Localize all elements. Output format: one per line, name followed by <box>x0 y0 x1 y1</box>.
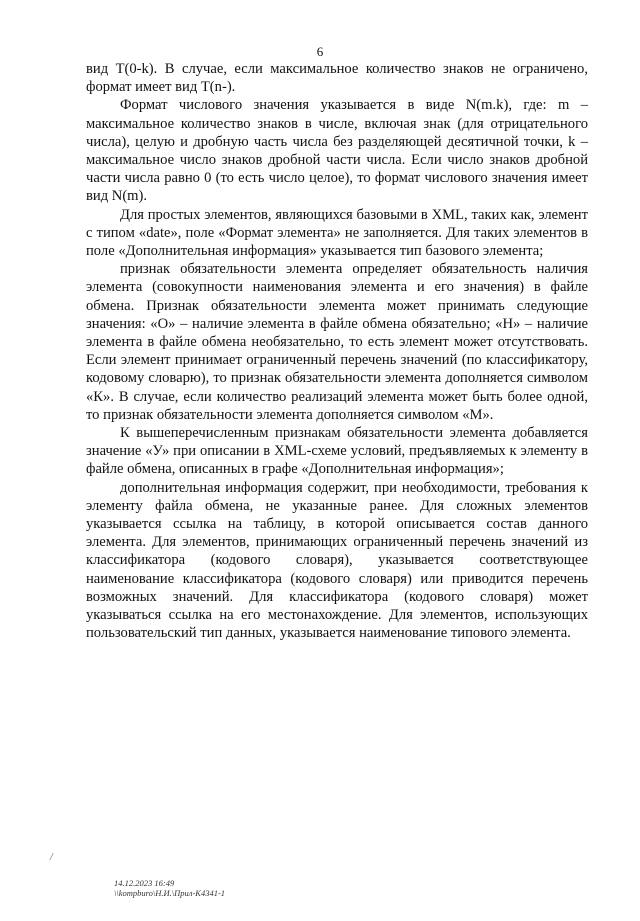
paragraph: признак обязательности элемента определяет обязательность наличия элемента (совокупности наименования элемента и его значения) в файле обмена. Признак обязательности элемента может принимать следующие значения: «О» – наличие элемента в файле обмена обязательно; «Н» – наличие элемента в файле обмена необязательно, то есть элемент может отсутствовать. Если элемент принимает ограниченный перечень значений (по классификатору, кодовому словарю), то признак обязательности элемента дополняется символом «К». В случае, если количество реализаций элемента может быть более одной, то признак обязательности элемента дополняется символом «М». <box>86 261 588 423</box>
paragraph: Для простых элементов, являющихся базовыми в XML, таких как, элемент с типом «date», поле «Формат элемента» не заполняется. Для таких элементов в поле «Дополнительная информация» указывается тип базового элемента; <box>86 206 588 260</box>
paragraph: вид T(0-k). В случае, если максимальное количество знаков не ограничено, формат имеет вид T(n-). <box>86 61 588 96</box>
footer-file-path: \\kompburo\Н.И.\Прил-К4341-1 <box>114 888 226 898</box>
paragraph: К вышеперечисленным признакам обязательности элемента добавляется значение «У» при описании в XML-схеме условий, предъявляемых к элементу в файле обмена, описанных в графе «Дополнительная информация»; <box>86 425 588 478</box>
footer-timestamp: 14.12.2023 16:49 <box>114 878 175 888</box>
margin-mark: / <box>50 852 53 863</box>
body-text <box>86 60 588 643</box>
paragraph: Формат числового значения указывается в виде N(m.k), где: m – максимальное количество знаков в числе, включая знак (для отрицательного числа), целую и дробную часть числа без разделяющей десятичной точки, k – максимальное число знаков дробной части числа. Если число знаков дробной части числа равно 0 (то есть число целое), то формат числового значения имеет вид N(m). <box>86 97 588 205</box>
paragraph: дополнительная информация содержит, при необходимости, требования к элементу файла обмена, не указанные ранее. Для сложных элементов указывается ссылка на таблицу, в которой описывается состав данного элемента. Для элементов, принимающих ограниченный перечень значений из классификатора (кодового словаря), указывается соответствующее наименование классификатора (кодового словаря) или приводится перечень возможных значений. Для классификатора (кодового словаря) может указываться ссылка на его местонахождение. Для элементов, использующих пользовательский тип данных, указывается наименование типового элемента. <box>86 479 588 642</box>
footer-stamp <box>114 878 225 898</box>
page-number: 6 <box>316 44 324 59</box>
